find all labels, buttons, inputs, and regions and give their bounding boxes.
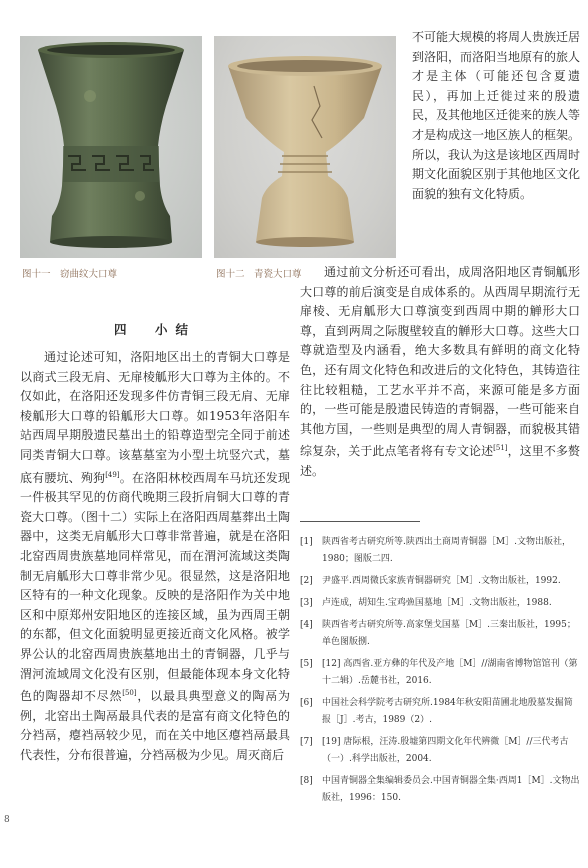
reference-text: 中国青铜器全集编辑委员会.中国青铜器全集·西周1［M］.文物出版社，1996：150. [322, 776, 580, 803]
figure-bronze-zun-photo [20, 36, 202, 258]
reference-item [300, 773, 580, 807]
reference-number: [3] [300, 598, 313, 608]
reference-number: [8] [300, 776, 313, 786]
right-main-text: 通过前文分析还可看出，成周洛阳地区青铜觚形大口尊的前后演变是自成体系的。从西周早期流行无扉棱、无肩觚形大口尊演变到西周中期的觯形大口尊，直到两周之际腹壁较直的觯形大口尊。这些大口尊就造型及内涵看，绝大多数具有鲜明的商文化特色，还有周文化特色和改进后的文化特色，其铸造往往比较粗糙，工艺水平并不高，来源可能是多方面的，一些可能是殷遗民铸造的青铜器，一些可能来自其他方国，一些则是典型的周人青铜器，而貌极其错综复杂，关于此点笔者将有专文论述 [300, 265, 580, 459]
reference-item [300, 617, 580, 651]
section-heading: 四 小结 [113, 322, 196, 337]
reference-number: [2] [300, 576, 313, 586]
right-main-tail: ，这里不多赘述。 [300, 444, 580, 478]
citation-50[interactable]: [50] [122, 689, 137, 698]
reference-text: 陕西省考古研究所等.陕西出土商周青铜器［M］.文物出版社，1980；图版二四. [322, 537, 571, 564]
reference-text: [19] 唐际根，汪涛.殷墟第四期文化年代辨微［M］//三代考古（一）.科学出版社，2004. [322, 737, 569, 764]
reference-item [300, 534, 580, 568]
left-paragraph [20, 348, 290, 765]
page-number: 8 [4, 815, 10, 825]
bronze-zun-illustration [20, 36, 202, 258]
reference-number: [4] [300, 620, 313, 630]
reference-number: [1] [300, 537, 313, 547]
figure-12-caption: 图十二 青瓷大口尊 [216, 269, 302, 280]
right-top-column [412, 28, 580, 204]
left-text-3: ，以最具典型意义的陶鬲为例，北窑出土陶鬲最具代表的是富有商文化特色的分裆鬲，瘪裆鬲较少见，而在关中地区瘪裆鬲最具代表性，分布很普遍，分裆鬲极为少见。周灭商后 [20, 689, 290, 762]
left-text-1: 通过论述可知，洛阳地区出土的青铜大口尊是以商式三段无肩、无扉棱觚形大口尊为主体的。不仅如此，在洛阳还发现多件仿青铜三段无肩、无扉棱觚形大口尊的铅觚形大口尊。如1953年洛阳车站西周早期殷遗民墓出土的铅尊造型完全同于前述同类青铜大口尊。该墓墓室为小型土坑竖穴式，墓底有腰坑、殉狗 [20, 350, 290, 485]
reference-number: [7] [300, 737, 313, 747]
celadon-zun-illustration [214, 36, 396, 258]
reference-text: [12] 高西省.亚方彝的年代及产地［M］//湖南省博物馆馆刊（第十二辑）.岳麓书社，2016. [322, 659, 578, 686]
footnote-divider [300, 521, 420, 522]
figure-11-caption: 图十一 窃曲纹大口尊 [22, 269, 118, 280]
reference-number: [5] [300, 659, 313, 669]
reference-text: 中国社会科学院考古研究所.1984年秋安阳苗圃北地殷墓发掘简报［J］.考古，1989（2）. [322, 698, 573, 725]
reference-item [300, 656, 580, 690]
right-top-paragraph: 不可能大规模的将周人贵族迁居到洛阳，而洛阳当地原有的旅人才是主体（可能还包含夏遗民），再加上迁徙过来的殷遗民，及其他地区迁徙来的族人等才是构成这一地区族人的框架。所以，我认为这是该地区西周时期文化面貌区别于其他地区文化面貌的独有文化特质。 [412, 30, 581, 201]
reference-item [300, 595, 580, 612]
reference-text: 尹盛平.西周微氏家族青铜器研究［M］.文物出版社，1992. [322, 576, 561, 586]
left-text-2: 。在洛阳林校西周车马坑还发现一件极其罕见的仿商代晚期三段折肩铜大口尊的青瓷大口尊。（图十二）实际上在洛阳西周墓葬出土陶器中，这类无肩觚形大口尊非常普遍，就是在洛阳北窑西周贵族墓地同样常见，而在渭河流域这类陶制无肩觚形大口尊非常少见。很显然，这是洛阳地区特有的一种文化现象。反映的是洛阳作为关中地区和中原郑州安阳地区的连接区域，虽为西周王朝的东都，但文化面貌明显更接近商文化风格。被学界公认的北窑西周贵族墓地出土的青铜器，几乎与渭河流域周文化没有区别，但最能体现本身文化特色的陶器却不尽然 [20, 470, 291, 704]
reference-text: 陕西省考古研究所等.高家堡戈国墓［M］.三秦出版社，1995；单色图版捌. [322, 620, 576, 647]
left-column [20, 334, 290, 765]
reference-item [300, 695, 580, 729]
citation-51[interactable]: [51] [493, 444, 508, 453]
reference-item [300, 573, 580, 590]
reference-item [300, 734, 580, 768]
right-main-paragraph [300, 263, 580, 482]
reference-list [300, 534, 580, 812]
reference-text: 卢连成，胡知生.宝鸡𢐗国墓地［M］.文物出版社，1988. [322, 598, 552, 608]
citation-49[interactable]: [49] [105, 470, 120, 479]
figure-celadon-zun-photo [214, 36, 396, 258]
reference-number: [6] [300, 698, 313, 708]
right-main-column [300, 263, 580, 482]
